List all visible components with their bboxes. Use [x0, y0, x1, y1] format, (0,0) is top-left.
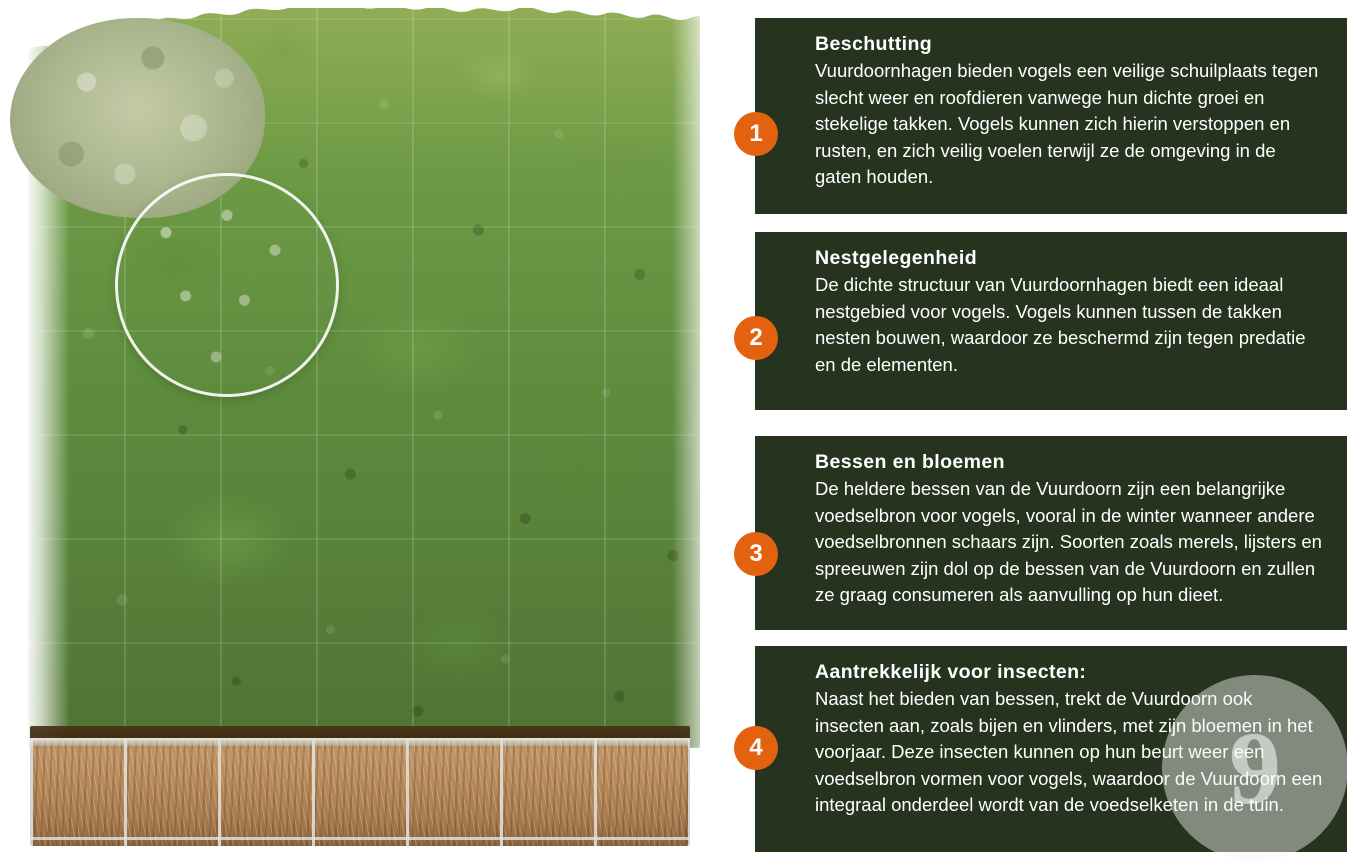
- benefit-number-badge-3: 3: [734, 532, 778, 576]
- benefit-panel-1: [749, 18, 1347, 214]
- watermark-logo: 9: [1162, 675, 1348, 861]
- benefit-body-3: De heldere bessen van de Vuurdoorn zijn een belangrijke voedselbron voor vogels, vooral in de winter wanneer andere voedselbronnen schaars zijn. Soorten zoals merels, lijsters en spreeuwen zijn dol op de bessen van de Vuurdoorn en zullen ze graag consumeren als aanvulling op hun dieet.: [815, 478, 1322, 606]
- benefit-panel-4: [749, 646, 1347, 852]
- benefit-panel-2: [749, 232, 1347, 410]
- benefit-number-badge-1: 1: [734, 112, 778, 156]
- benefit-title-3: Bessen en bloemen: [815, 451, 1005, 473]
- benefits-panel-list: [749, 0, 1366, 867]
- benefit-body-4: Naast het bieden van bessen, trekt de Vuurdoorn ook insecten aan, zoals bijen en vlinders, met zijn bloemen in het voorjaar. Deze insecten kunnen op hun beurt weer een voedselbron vormen voor vogels, waardoor de Vuurdoorn een integraal onderdeel wordt van de voedselketen in de tuin.: [815, 688, 1323, 816]
- benefit-title-4: Aantrekkelijk voor insecten:: [815, 661, 1087, 683]
- planter-wire-frame: [30, 738, 690, 846]
- coco-lined-planter: [30, 738, 690, 846]
- orange-berries-closeup: [118, 176, 336, 394]
- benefit-title-2: Nestgelegenheid: [815, 247, 978, 269]
- benefit-body-2: De dichte structuur van Vuurdoornhagen biedt een ideaal nestgebied voor vogels. Vogels kunnen tussen de takken nesten bouwen, waardoor ze beschermd zijn tegen predatie en de elementen.: [815, 274, 1306, 375]
- benefit-panel-3: [749, 436, 1347, 630]
- benefit-number-badge-2: 2: [734, 316, 778, 360]
- benefit-title-1: Beschutting: [815, 33, 933, 55]
- planter-rim: [30, 738, 690, 746]
- benefit-body-1: Vuurdoornhagen bieden vogels een veilige schuilplaats tegen slecht weer en roofdieren vanwege hun dichte groei en stekelige takken. Vogels kunnen zich hierin verstoppen en rusten, en zich veilig voelen terwijl ze de omgeving in de gaten houden.: [815, 60, 1319, 188]
- benefit-number-badge-4: 4: [734, 726, 778, 770]
